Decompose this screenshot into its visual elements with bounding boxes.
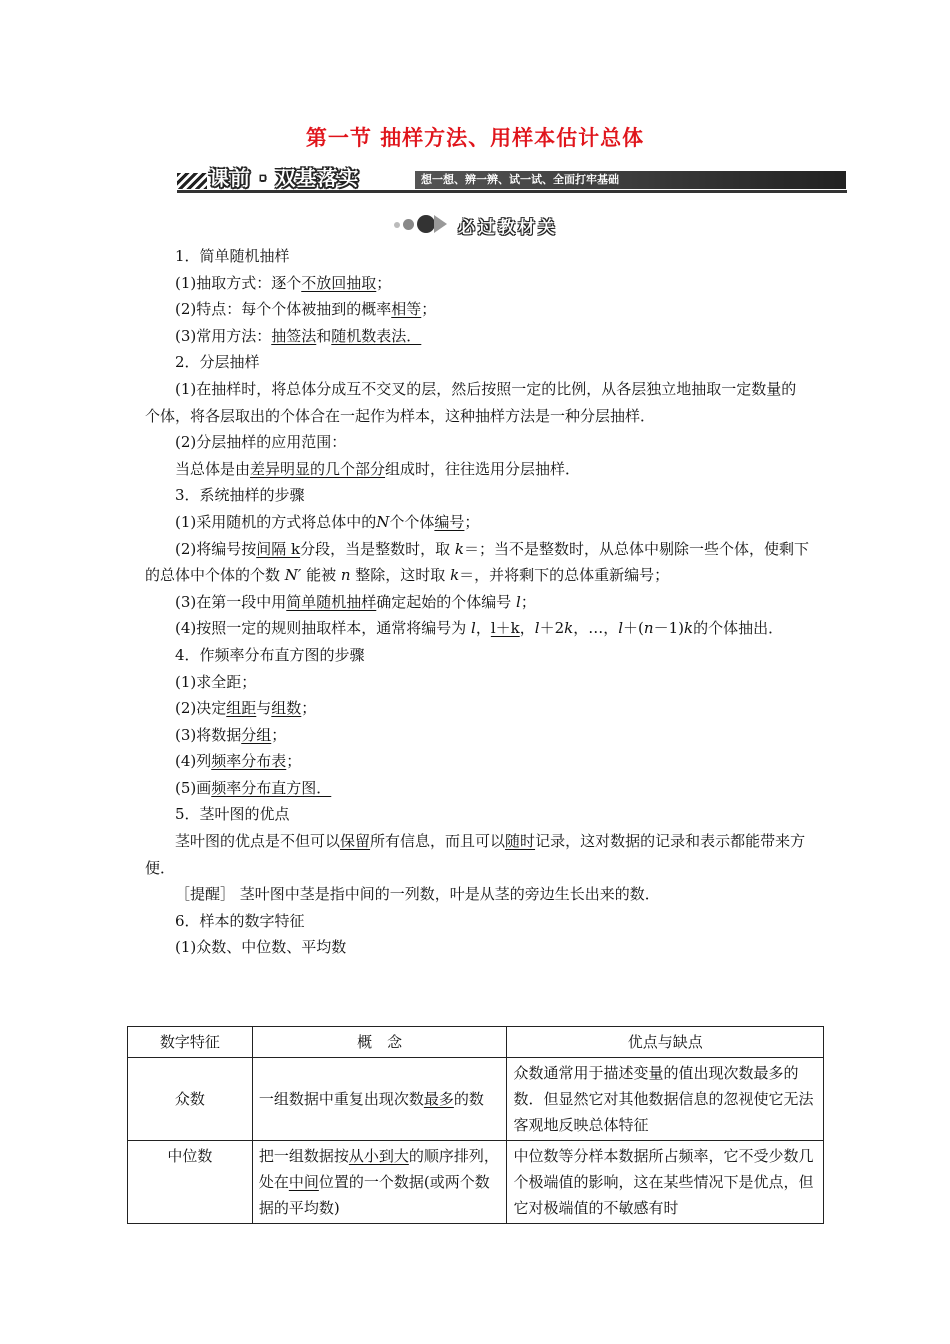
s4-line2: (2)决定组距与组数； — [175, 699, 317, 718]
s1-line1: (1)抽取方式：逐个不放回抽取； — [175, 273, 392, 292]
s3-line3: (3)在第一段中用简单随机抽样确定起始的个体编号 l； — [175, 592, 536, 611]
table-cell-pros: 众数通常用于描述变量的值出现次数最多的数．但显然它对其他数据信息的忽视使它无法客观地反映总体特征 — [507, 1058, 824, 1141]
s1-line3: (3)常用方法：抽签法和随机数表法． — [175, 326, 422, 345]
s4-line4: (4)列频率分布表； — [175, 752, 302, 771]
table-header-cell: 数字特征 — [128, 1027, 253, 1058]
s6-heading: 6．样本的数字特征 — [175, 911, 305, 930]
table-header-row — [128, 1027, 824, 1058]
table-cell-concept: 一组数据中重复出现次数最多的数 — [252, 1058, 507, 1141]
s5-para1: 茎叶图的优点是不但可以保留所有信息，而且可以随时记录，这对数据的记录和表示都能带来方便． — [145, 832, 806, 877]
s5-reminder: ［提醒］ 茎叶图中茎是指中间的一列数，叶是从茎的旁边生长出来的数． — [175, 885, 660, 904]
table-row — [128, 1141, 824, 1224]
s2-para1: (1)在抽样时，将总体分成互不交叉的层，然后按照一定的比例，从各层独立地抽取一定数量的个体，将各层取出的个体合在一起作为样本，这种抽样方法是一种分层抽样． — [145, 379, 797, 425]
banner-subtitle: 想一想、辨一辨、试一试、全面打牢基础 — [415, 171, 846, 189]
s2-heading: 2．分层抽样 — [175, 353, 260, 372]
s3-heading: 3．系统抽样的步骤 — [175, 486, 305, 505]
features-table — [127, 1026, 824, 1224]
s2-para3: 当总体是由差异明显的几个部分组成时，往往选用分层抽样． — [175, 459, 581, 478]
page-title: 第一节 抽样方法、用样本估计总体 — [305, 126, 645, 150]
section-banner — [177, 167, 847, 195]
s5-heading: 5．茎叶图的优点 — [175, 805, 290, 824]
s4-heading: 4．作频率分布直方图的步骤 — [175, 645, 365, 664]
dot-icon — [394, 222, 400, 228]
s4-line5: (5)画频率分布直方图． — [175, 778, 332, 797]
s3-line4: (4)按照一定的规则抽取样本，通常将编号为 l，l＋k，l＋2k，…，l＋(n－1)k的个体抽出． — [175, 619, 784, 638]
table-cell-name: 中位数 — [128, 1141, 253, 1224]
table-cell-pros: 中位数等分样本数据所占频率，它不受少数几个极端值的影响，这在某些情况下是优点，但它对极端值的不敏感有时 — [507, 1141, 824, 1224]
s1-heading: 1．简单随机抽样 — [175, 247, 290, 265]
s6-subheading: (1)众数、中位数、平均数 — [175, 938, 347, 957]
s3-line1: (1)采用随机的方式将总体中的N个个体编号； — [175, 512, 480, 531]
table-cell-name: 众数 — [128, 1058, 253, 1141]
s4-line3: (3)将数据分组； — [175, 725, 287, 744]
table-cell-concept: 把一组数据按从小到大的顺序排列，处在中间位置的一个数据(或两个数据的平均数) — [252, 1141, 507, 1224]
table-header-cell: 概 念 — [252, 1027, 507, 1058]
s3-line2: (2)将编号按间隔 k分段，当是整数时，取 k＝；当不是整数时，从总体中剔除一些个体，使剩下的总体中个体的个数 N′ 能被 n 整除，这时取 k＝，并将剩下的总体重新编号； — [145, 539, 810, 585]
main-content — [145, 243, 810, 961]
pass-label: 必过教材关 — [458, 218, 558, 238]
dot-icon — [403, 219, 414, 230]
dot-icon — [417, 215, 435, 233]
s1-line2: (2)特点：每个个体被抽到的概率相等； — [175, 300, 437, 319]
arrow-icon — [434, 215, 447, 233]
table-header-cell: 优点与缺点 — [507, 1027, 824, 1058]
pass-label-badge — [388, 210, 608, 240]
s4-line1: (1)求全距； — [175, 672, 257, 691]
table-row — [128, 1058, 824, 1141]
banner-title: 课前 · 双基落实 — [209, 166, 360, 190]
s2-para2: (2)分层抽样的应用范围： — [175, 433, 347, 452]
